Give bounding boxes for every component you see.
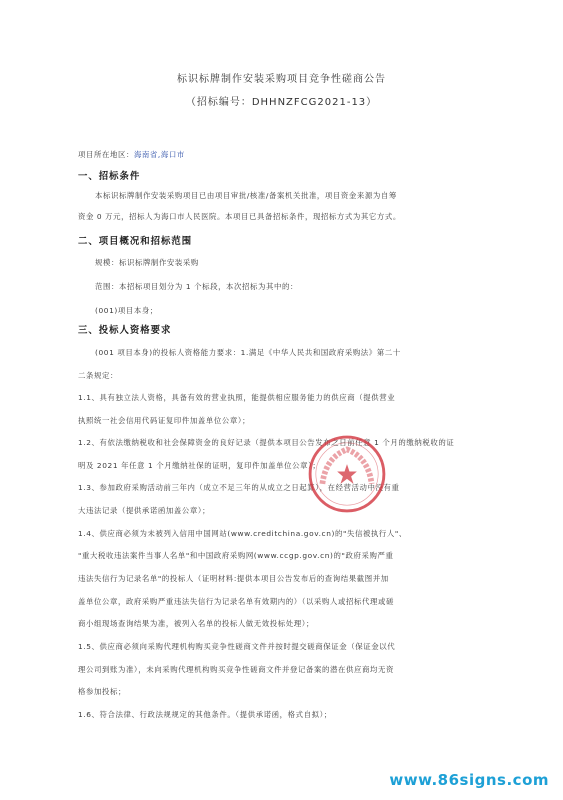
document-title: 标识标牌制作安装采购项目竞争性磋商公告: [177, 74, 386, 85]
req-intro-1: (001 项目本身)的投标人资格能力要求：1.满足《中华人民共和国政府采购法》第二十: [95, 348, 401, 357]
req-1-4-e: 商小组现场查询结果为准，被列入名单的投标人做无效投标处理）；: [78, 619, 315, 628]
section-2-heading: 二、项目概况和招标范围: [78, 236, 193, 247]
scale-line: 规模：标识标牌制作安装采购: [95, 258, 199, 267]
scope-line: 范围：本招标项目划分为 1 个标段，本次招标为其中的：: [95, 282, 298, 291]
req-1-5-b: 理公司到账为准），未向采购代理机构购买竞争性磋商文件并登记备案的潜在供应商均无资: [78, 665, 394, 674]
project-location: [78, 149, 488, 160]
req-1-4-c: 违法失信行为记录名单"的投标人（证明材料:提供本项目公告发布后的查询结果截图并加: [78, 574, 389, 583]
req-1-4-d: 盖单位公章，政府采购严重违法失信行为记录名单有效期内的）（以采购人或招标代理或磋: [78, 597, 394, 606]
section-3-heading: 三、投标人资格要求: [78, 325, 172, 336]
location-label: 项目所在地区：: [78, 150, 134, 159]
location-value: 海南省,海口市: [133, 150, 185, 159]
sec1-line-2: 资金 0 万元，招标人为海口市人民医院。本项目已具备招标条件，现招标方式为其它方式。: [78, 212, 401, 221]
req-1-3-a: 1.3、参加政府采购活动前三年内（成立不足三年的从成立之日起算），在经营活动中没有重: [78, 483, 400, 492]
req-1-5-a: 1.5、供应商必须向采购代理机构购买竞争性磋商文件并按时提交磋商保证金（保证金以代: [78, 642, 396, 651]
section-1-heading: 一、招标条件: [78, 171, 141, 182]
bid-number: （招标编号：DHHNZFCG2021-13）: [185, 97, 378, 108]
req-1-4-b: "重大税收违法案件当事人名单"和中国政府采购网(www.ccgp.gov.cn)的"政府采购严重: [78, 551, 394, 560]
req-1-2-a: 1.2、有依法缴纳税收和社会保障资金的良好记录（提供本项目公告发布之日前任意 1 个月的缴纳税收的证: [78, 438, 455, 447]
lot-line: (001)项目本身；: [95, 306, 158, 315]
req-1-3-b: 大违法记录（提供承诺函加盖公章）；: [78, 506, 211, 515]
official-seal-stamp: [306, 433, 388, 515]
req-1-1-b: 执照统一社会信用代码证复印件加盖单位公章）；: [78, 416, 251, 425]
req-1-5-c: 格参加投标；: [78, 687, 126, 696]
sec1-line-1: 本标识标牌制作安装采购项目已由项目审批/核准/备案机关批准，项目资金来源为自筹: [95, 191, 397, 200]
site-watermark: www.86signs.com: [389, 771, 549, 789]
req-1-6: 1.6、符合法律、行政法规规定的其他条件。（提供承诺函，格式自拟）；: [78, 710, 332, 719]
req-1-2-b: 明及 2021 年任意 1 个月缴纳社保的证明，复印件加盖单位公章）；: [78, 461, 321, 470]
req-1-1-a: 1.1、具有独立法人资格，具备有效的营业执照，能提供相应服务能力的供应商（提供营业: [78, 393, 396, 402]
req-1-4-a: 1.4、供应商必须为未被列入信用中国网站(www.creditchina.gov.cn)的"失信被执行人"、: [78, 529, 407, 538]
req-intro-2: 二条规定：: [78, 371, 118, 380]
